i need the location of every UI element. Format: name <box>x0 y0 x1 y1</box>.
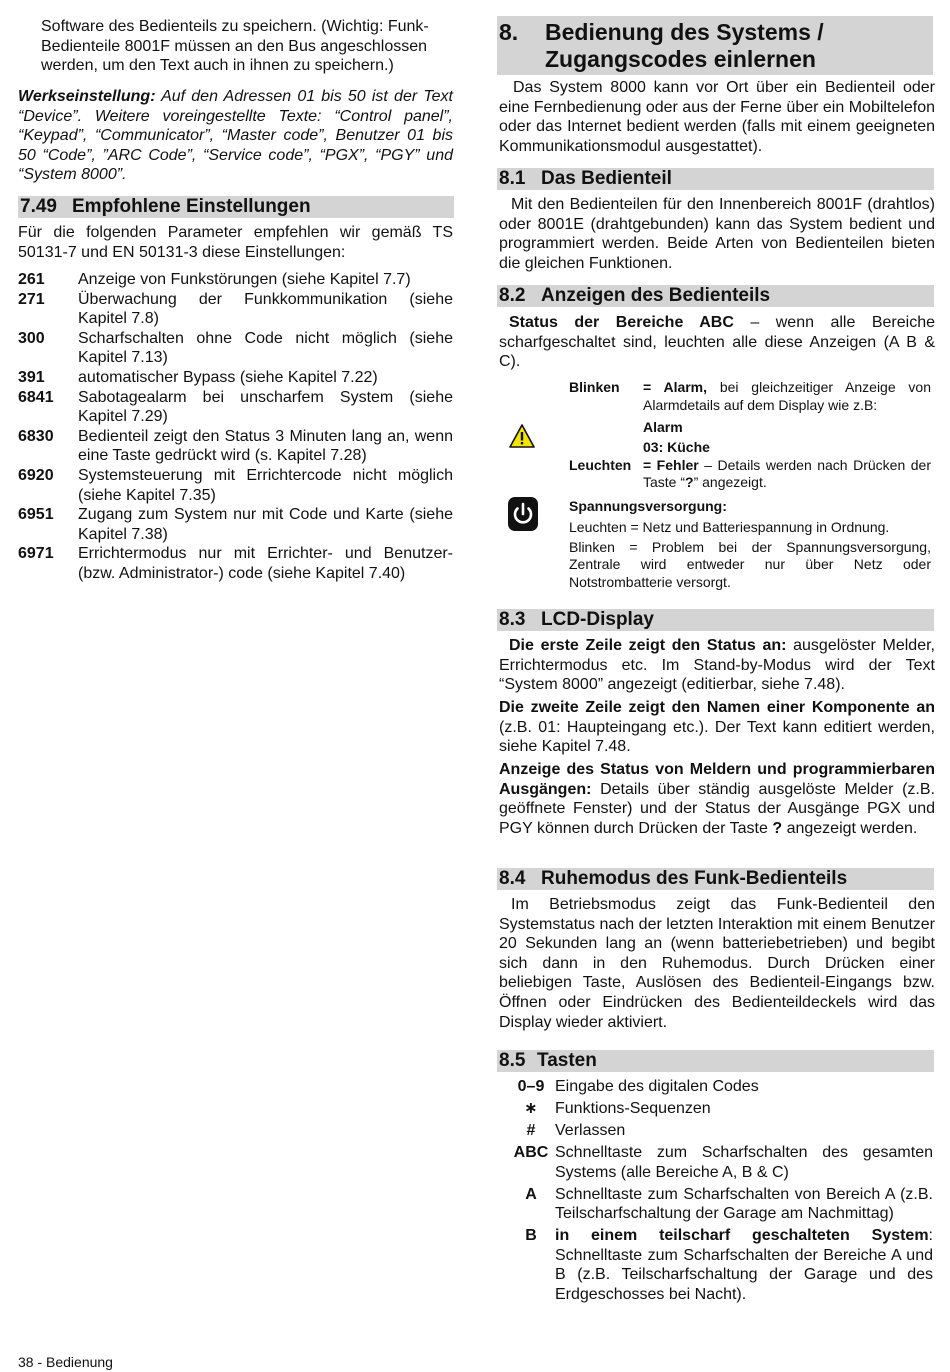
param-code: 6971 <box>18 545 54 563</box>
param-intro: Für die folgenden Parameter empfehlen wir gemäß TS 50131-7 und EN 50131-3 diese Einstellungen: <box>18 224 453 261</box>
page-footer: 38 - Bedienung <box>18 1354 113 1370</box>
key-row <box>507 1226 933 1304</box>
param-row <box>18 290 453 329</box>
alarm-text: bei gleichzeitiger Anzeige von Alarmdetails auf dem Display wie z.B: <box>643 379 931 413</box>
section-8-4-text: Im Betriebsmodus zeigt das Funk-Bedienteil den Systemstatus nach der letzten Interaktion mit einem Benutzer 20 Sekunden lang an (wenn batteriebetrieben) und begibt sich dann in den Ruhemodus. Durch Drücken einer beliebigen Taste, Auslösen des Bedienteil-Eingangs bzw. Öffnen oder Eindrücken des Bedienteildeckels wird das Display wieder aktiviert. <box>499 896 935 1031</box>
param-code: 261 <box>18 271 45 288</box>
status-display-text-end: angezeigt werden. <box>782 819 918 837</box>
areas-status-text: – wenn alle Bereiche scharfgeschaltet sind, leuchten alle diese Anzeigen (A B & C). <box>499 314 935 371</box>
section-8-4-heading <box>497 868 934 890</box>
param-code: 6841 <box>18 388 54 406</box>
key-label: ABC <box>513 1143 549 1161</box>
section-8-1-text: Mit den Bedienteilen für den Innenbereich 8001F (drahtlos) oder 8001E (drahtgebunden) kann das System bedient und programmiert werden. Beide Arten von Bedienteilen bieten die gleichen Funktionen. <box>499 196 935 272</box>
section-8-1-heading <box>497 168 934 190</box>
chapter-number: 8. <box>499 19 519 45</box>
section-8-2-heading <box>497 285 934 307</box>
param-description: Anzeige von Funkstörungen (siehe Kapitel 7.7) <box>78 271 411 288</box>
chapter-8-text: Das System 8000 kann vor Ort über ein Bedienteil oder eine Fernbedienung oder aus der Ferne über ein Mobiltelefon oder das Internet bedient werden (falls mit einem geeigneten Kommunikationsmodul ausgestattet). <box>499 79 935 155</box>
alarm-example-line2: 03: Küche <box>643 438 710 455</box>
alarm-blinken-row <box>569 379 931 415</box>
param-row <box>18 368 453 388</box>
power-leuchten-text: Leuchten = Netz und Batteriespannung in Ordnung. <box>569 518 890 535</box>
key-row <box>507 1077 933 1097</box>
key-label: A <box>525 1185 537 1203</box>
param-description: Sabotagealarm bei unscharfem System (siehe Kapitel 7.29) <box>78 388 453 426</box>
key-description <box>555 1226 933 1304</box>
param-list <box>18 270 453 584</box>
fault-label: = Fehler <box>643 456 699 473</box>
param-description: Errichtermodus nur mit Errichter- und Benutzer- (bzw. Administrator-) code (siehe Kapitel 7.40) <box>78 545 453 582</box>
param-code: 6830 <box>18 427 54 445</box>
leuchten-label: Leuchten <box>569 456 632 473</box>
power-icon <box>508 497 538 531</box>
param-row <box>18 466 453 505</box>
chapter-title-line1: Bedienung des Systems / <box>545 19 824 45</box>
question-key: ? <box>772 819 783 837</box>
chapter-8-heading <box>497 16 933 75</box>
leuchten-description <box>643 457 931 493</box>
param-description: Bedienteil zeigt den Status 3 Minuten lang an, wenn eine Taste gedrückt wird (s. Kapitel 7.28) <box>78 427 453 465</box>
param-description: Zugang zum System nur mit Code und Karte (siehe Kapitel 7.38) <box>78 506 453 543</box>
section-title: LCD-Display <box>541 609 654 630</box>
section-8-5-heading <box>497 1050 934 1072</box>
warning-triangle-icon <box>509 424 535 448</box>
key-row <box>507 1185 933 1224</box>
alarm-example-line1: Alarm <box>643 418 683 435</box>
param-code: 271 <box>18 290 45 308</box>
alarm-example <box>569 417 931 457</box>
param-code: 6951 <box>18 506 54 524</box>
key-description: Verlassen <box>555 1121 626 1139</box>
param-code: 391 <box>18 368 45 386</box>
param-row <box>18 427 453 466</box>
second-line-label: Die zweite Zeile zeigt den Namen einer Komponente an <box>499 699 935 716</box>
alarm-label: = Alarm, <box>643 379 708 395</box>
section-number: 8.2 <box>499 285 526 306</box>
key-description: Funktions-Sequenzen <box>555 1099 711 1117</box>
factory-setting-label: Werkseinstellung: <box>18 88 156 105</box>
section-8-3-para1 <box>499 636 935 695</box>
key-description: Eingabe des digitalen Codes <box>555 1078 759 1095</box>
section-title: Empfohlene Einstellungen <box>72 196 311 217</box>
fault-text-end: ” angezeigt. <box>693 474 767 491</box>
power-title: Spannungsversorgung: <box>569 498 727 514</box>
key-label: # <box>526 1121 536 1139</box>
second-line-text: (z.B. 01: Haupteingang etc.). Der Text kann editiert werden, siehe Kapitel 7.48. <box>499 718 935 756</box>
key-description: Schnelltaste zum Scharfschalten des gesamten Systems (alle Bereiche A, B & C) <box>555 1143 933 1181</box>
factory-setting-paragraph <box>18 87 453 185</box>
section-number: 8.3 <box>499 609 526 630</box>
section-number: 8.5 <box>499 1050 526 1071</box>
param-code: 6920 <box>18 466 54 484</box>
key-description-text: : Schnelltaste zum Scharfschalten der Bereiche A und B (z.B. Teilscharfschaltung der Garage und des Erdgeschosses bei Nacht). <box>555 1227 933 1303</box>
param-description: Scharfschalten ohne Code nicht möglich (siehe Kapitel 7.13) <box>78 329 453 367</box>
power-indicator-block <box>569 498 931 592</box>
blinken-description <box>643 379 931 415</box>
section-number: 8.1 <box>499 168 526 189</box>
intro-line: Bedienteile 8001F müssen an den Bus angeschlossen <box>41 37 428 55</box>
first-line-label: Die erste Zeile zeigt den Status an: <box>509 637 787 654</box>
key-condition: in einem teilscharf geschalteten System <box>555 1227 929 1245</box>
section-8-3-para3 <box>499 760 935 838</box>
status-display-text: Details über ständig ausgelöste Melder (z.B. geöffnete Fenster) und der Status der Ausgänge PGX und PGY können durch Drücken der Taste <box>499 780 935 837</box>
key-label: 0–9 <box>517 1078 545 1095</box>
param-row <box>18 505 453 544</box>
areas-status-label: Status der Bereiche ABC <box>509 314 734 331</box>
first-line-text: ausgelöster Melder, Errichtermodus etc. Im Stand-by-Modus wird der Text “System 8000” angezeigt (editierbar, siehe 7.48). <box>499 637 935 694</box>
chapter-title-line2: Zugangscodes einlernen <box>545 46 816 72</box>
param-row <box>18 270 453 290</box>
question-key: ? <box>685 474 694 491</box>
key-row <box>507 1143 933 1182</box>
param-description: Systemsteuerung mit Errichtercode nicht möglich (siehe Kapitel 7.35) <box>78 466 453 504</box>
section-title: Ruhemodus des Funk-Bedienteils <box>541 868 848 889</box>
section-title: Tasten <box>537 1050 597 1071</box>
alarm-leuchten-row <box>569 457 931 493</box>
section-title: Anzeigen des Bedienteils <box>541 285 771 306</box>
section-8-2-text <box>499 313 935 372</box>
section-8-3-heading <box>497 609 934 631</box>
alarm-indicator-block <box>569 379 931 492</box>
key-label: ∗ <box>524 1099 538 1117</box>
param-row <box>18 329 453 368</box>
section-8-3-para2 <box>499 698 935 757</box>
param-row <box>18 388 453 427</box>
intro-paragraph <box>41 17 453 76</box>
section-7-49-heading <box>18 196 454 218</box>
param-description: Überwachung der Funkkommunikation (siehe Kapitel 7.8) <box>78 290 453 328</box>
intro-line: werden, um den Text auch in ihnen zu speichern.) <box>41 57 394 75</box>
power-blinken-text: Blinken = Problem bei der Spannungsversorgung, Zentrale wird entweder nur über Netz oder Notstrombatterie versorgt. <box>569 538 931 591</box>
chapter-8-line1 <box>499 19 933 46</box>
status-display-label: Anzeige des Status von Meldern und programmierbaren Ausgängen: <box>499 761 935 798</box>
intro-line: Software des Bedienteils zu speichern. (Wichtig: Funk- <box>41 18 429 35</box>
factory-setting-text: Auf den Adressen 01 bis 50 ist der Text “Device”. Weitere voreingestellte Texte: “Control panel”, “Keypad”, “Communicator”, “Master code”, Benutzer 01 bis 50 “Code”, ”ARC Code”, “Service code”, “PGX”, “PGY” und “System 8000”. <box>18 88 453 184</box>
param-description: automatischer Bypass (siehe Kapitel 7.22) <box>78 368 378 386</box>
key-description: Schnelltaste zum Scharfschalten von Bereich A (z.B. Teilscharfschaltung der Garage am Nachmittag) <box>555 1185 933 1223</box>
key-label: B <box>525 1227 537 1245</box>
param-row <box>18 544 453 583</box>
section-number: 8.4 <box>499 868 526 889</box>
blinken-label: Blinken <box>569 379 620 395</box>
key-row <box>507 1099 933 1119</box>
key-list <box>507 1077 933 1304</box>
section-number: 7.49 <box>20 196 57 217</box>
section-title: Das Bedienteil <box>541 168 672 189</box>
param-code: 300 <box>18 329 45 347</box>
fault-text: – Details werden nach Drücken der Taste “ <box>643 456 931 491</box>
key-row <box>507 1121 933 1141</box>
